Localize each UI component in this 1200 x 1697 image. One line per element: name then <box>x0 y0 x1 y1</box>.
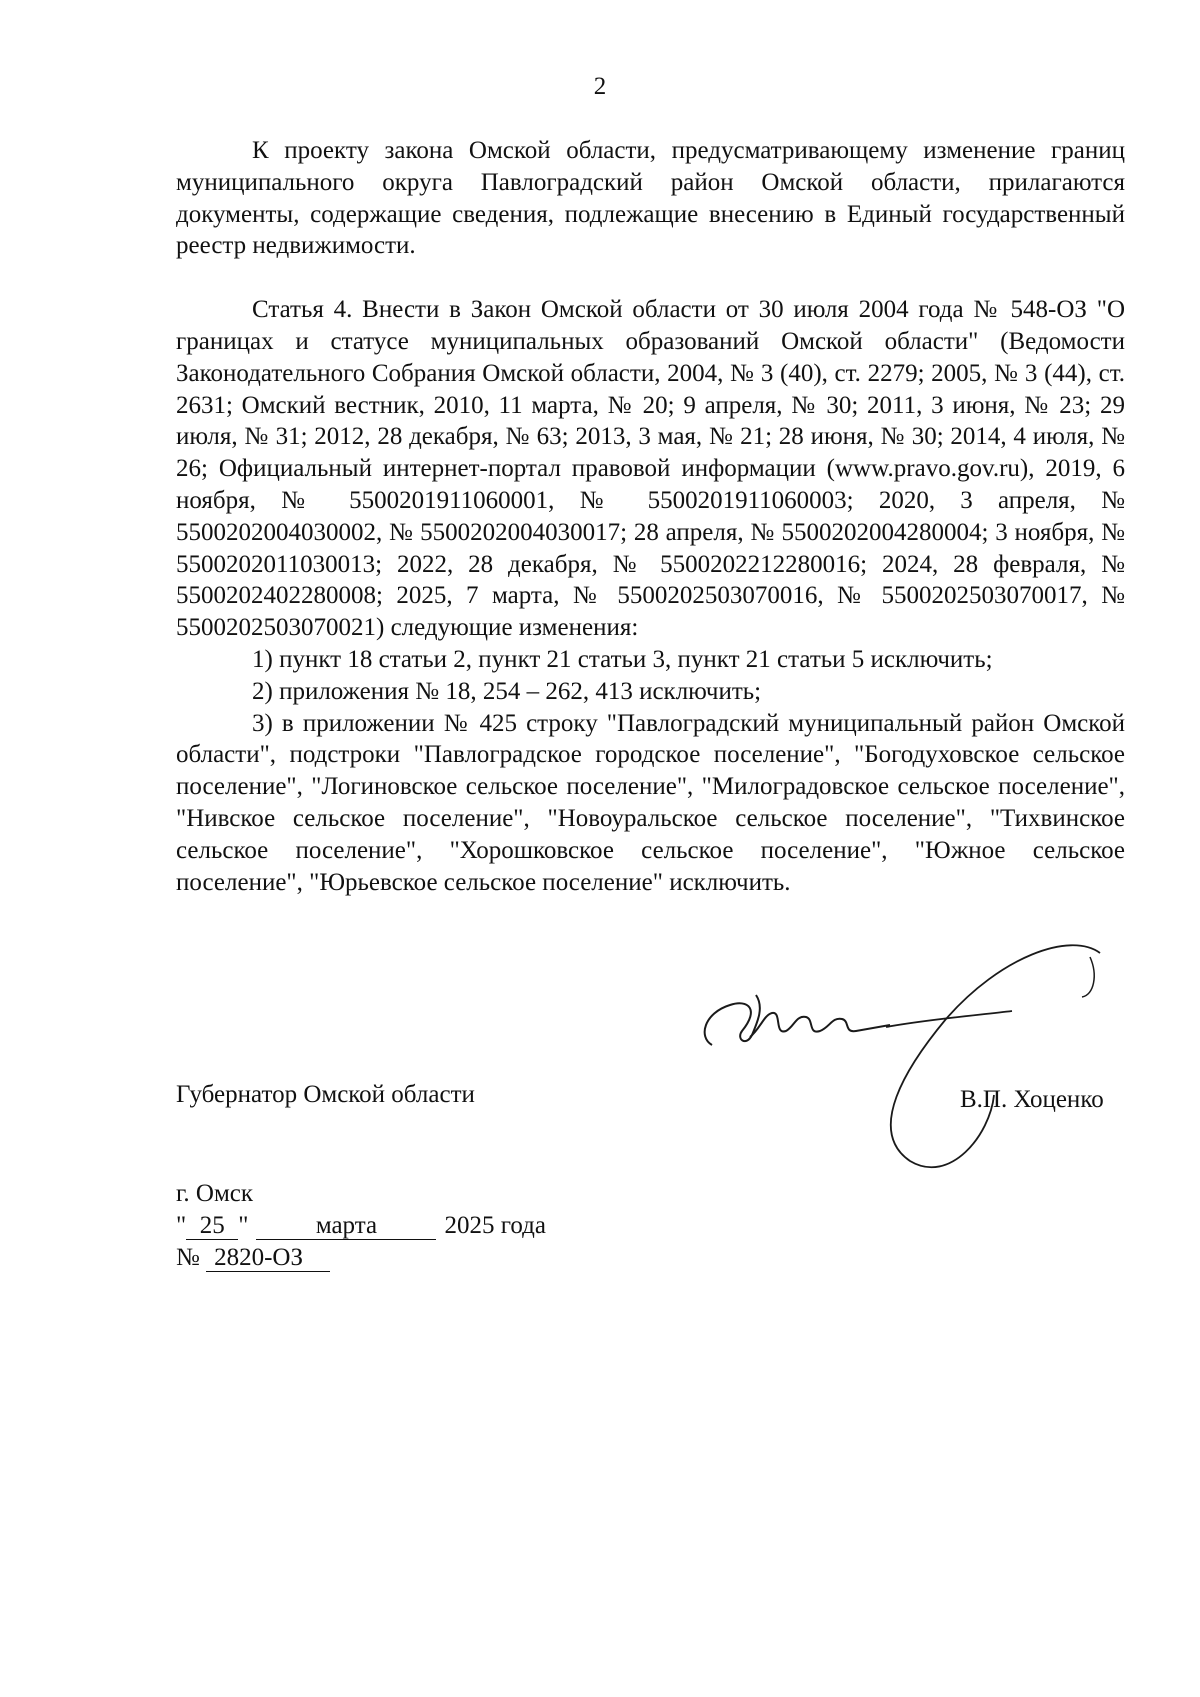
quote-close: " <box>238 1212 249 1239</box>
handwritten-signature-icon <box>690 935 1110 1175</box>
paragraph-attachments: К проекту закона Омской области, предусматривающему изменение границ муниципального округа Павлоградский район Омской области, прилагаются документы, содержащие сведения, подлежащие внесению в Единый государственный реестр недвижимости. <box>176 137 1125 260</box>
list-item-3: 3) в приложении № 425 строку "Павлоградский муниципальный район Омской области", подстроки "Павлоградское городское поселение", "Богодуховское сельское поселение", "Логиновское сельское поселение", "Милоградовское сельское поселение", "Нивское сельское поселение", "Новоуральское сельское поселение", "Тихвинское сельское поселение", "Хорошковское сельское поселение", "Южное сельское поселение", "Юрьевское сельское поселение" исключить. <box>176 709 1125 896</box>
city-line <box>176 1178 546 1210</box>
law-number: 2820-ОЗ <box>206 1245 330 1272</box>
date-day: 25 <box>186 1213 238 1240</box>
quote-open: " <box>176 1212 187 1239</box>
law-number-line <box>176 1242 546 1274</box>
page-number: 2 <box>593 73 607 100</box>
paragraph-article-4: Статья 4. Внести в Закон Омской области от 30 июля 2004 года № 548-ОЗ "О границах и статусе муниципальных образований Омской области" (Ведомости Законодательного Собрания Омской области, 2004, № 3 (40), ст. 2279; 2005, № 3 (44), ст. 2631; Омский вестник, 2010, 11 марта, № 20; 9 апреля, № 30; 2011, 3 июня, № 23; 29 июля, № 31; 2012, 28 декабря, № 63; 2013, 3 мая, № 21; 28 июня, № 30; 2014, 4 июля, № 26; Официальный интернет-портал правовой информации (www.pravo.gov.ru), 2019, 6 ноября, № 5500201911060001, № 5500201911060003; 2020, 3 апреля, № 5500202004030002, № 5500202004030017; 28 апреля, № 5500202004280004; 3 ноября, № 5500202011030013; 2022, 28 декабря, № 5500202212280016; 2024, 28 февраля, № 5500202402280008; 2025, 7 марта, № 5500202503070016, № 5500202503070017, № 5500202503070021) следующие изменения: <box>176 296 1125 642</box>
date-line <box>176 1210 546 1242</box>
date-year: 2025 года <box>444 1212 546 1239</box>
document-body <box>176 135 1125 898</box>
date-month: марта <box>256 1213 436 1240</box>
list-item-2: 2) приложения № 18, 254 – 262, 413 исключить; <box>252 677 762 705</box>
city: г. Омск <box>176 1180 254 1207</box>
governor-title: Губернатор Омской области <box>176 1081 475 1108</box>
paragraph-gap <box>176 262 1125 294</box>
number-sign: № <box>176 1244 200 1271</box>
place-and-date-block <box>176 1178 546 1274</box>
list-item-1: 1) пункт 18 статьи 2, пункт 21 статьи 3, пункт 21 статьи 5 исключить; <box>252 645 993 673</box>
governor-name: В.П. Хоценко <box>960 1086 1104 1113</box>
